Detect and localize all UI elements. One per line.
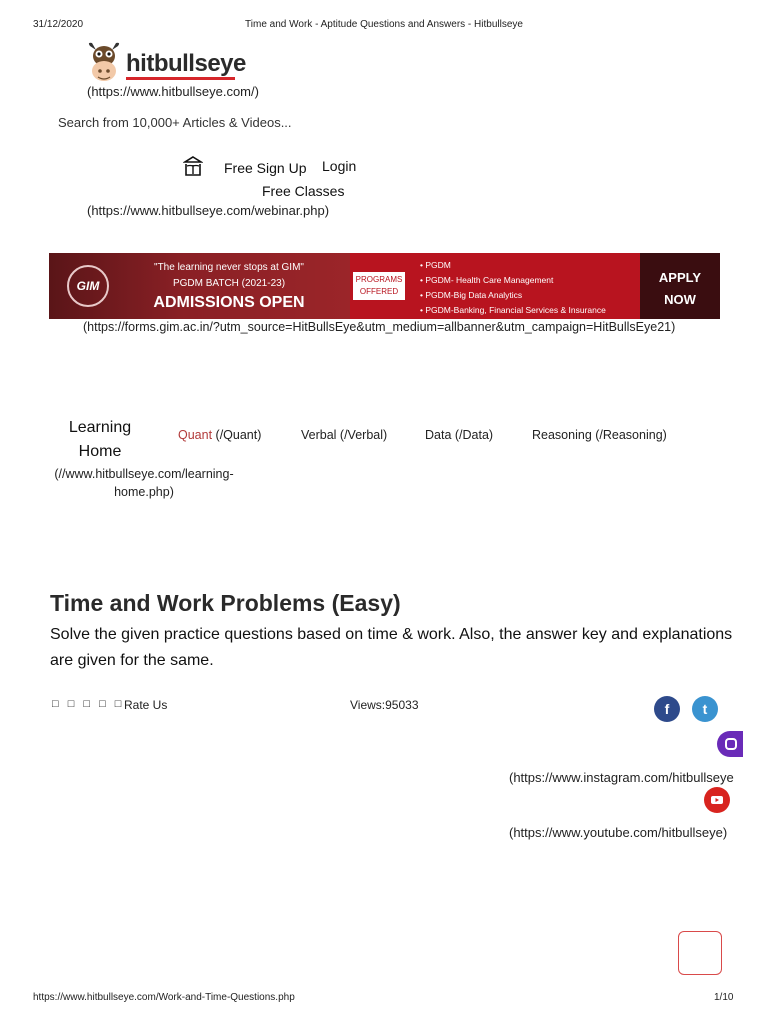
- banner-batch: PGDM BATCH (2021-23): [172, 278, 286, 289]
- bull-mascot-icon: [86, 40, 122, 84]
- apply-now-button[interactable]: [640, 253, 720, 319]
- free-classes-link[interactable]: Free Classes: [262, 183, 345, 199]
- programs-label: PROGRAMS: [355, 275, 403, 284]
- learning-home-url: [44, 465, 244, 501]
- page-title: Time and Work Problems (Easy): [50, 590, 401, 616]
- banner-quote: "The learning never stops at GIM": [154, 262, 304, 273]
- banner-headline: ADMISSIONS OPEN: [153, 294, 305, 311]
- learning-home-url-2: home.php): [114, 485, 174, 499]
- now-label: NOW: [664, 292, 696, 307]
- youtube-url: (https://www.youtube.com/hitbullseye): [509, 825, 728, 840]
- program-item: • PGDM-Banking, Financial Services & Insurance: [420, 303, 606, 318]
- youtube-icon[interactable]: [704, 787, 730, 813]
- learning-home-label-2: Home: [78, 443, 122, 460]
- rating-stars[interactable]: □ □ □ □ □: [52, 698, 125, 710]
- quant-label: Quant: [178, 428, 213, 442]
- apply-label: APPLY: [658, 270, 702, 285]
- banner-left-panel: [49, 253, 350, 319]
- menu-verbal[interactable]: Verbal (/Verbal): [301, 428, 388, 442]
- scroll-top-button[interactable]: [678, 931, 722, 975]
- menu-data[interactable]: Data (/Data): [425, 428, 494, 442]
- print-date: 31/12/2020: [33, 19, 84, 30]
- print-page-number: 1/10: [714, 992, 734, 1003]
- logo-underline: [126, 77, 235, 80]
- programs-offered-badge: [353, 272, 405, 300]
- login-link[interactable]: Login: [322, 158, 357, 174]
- quant-url: (/Quant): [212, 428, 262, 442]
- page-intro: Solve the given practice questions based on time & work. Also, the answer key and explanations are given for the same.: [50, 626, 733, 669]
- program-item: • PGDM: [420, 258, 606, 273]
- program-item: • PGDM- Health Care Management: [420, 273, 606, 288]
- logo[interactable]: [86, 40, 246, 84]
- free-signup-link[interactable]: Free Sign Up: [224, 160, 307, 176]
- play-icon: [704, 787, 730, 813]
- offered-label: OFFERED: [359, 287, 399, 296]
- twitter-icon[interactable]: t: [692, 696, 718, 722]
- logo-wordmark: hitbullseye: [126, 50, 246, 77]
- banner-programs-panel: [350, 253, 640, 319]
- menu-quant[interactable]: [178, 428, 261, 442]
- gim-seal-icon: GIM: [67, 265, 109, 307]
- print-page-title: Time and Work - Aptitude Questions and Answers - Hitbullseye: [245, 19, 523, 30]
- program-item: • PGDM-Big Data Analytics: [420, 288, 606, 303]
- admission-banner[interactable]: [49, 253, 720, 319]
- print-footer-url: https://www.hitbullseye.com/Work-and-Time-Questions.php: [33, 992, 295, 1003]
- program-list: [420, 258, 606, 318]
- learning-home-url-1: (//www.hitbullseye.com/learning-: [54, 467, 234, 481]
- learning-home-label-1: Learning: [68, 419, 132, 436]
- banner-url: (https://forms.gim.ac.in/?utm_source=HitBullsEye&utm_medium=allbanner&utm_campaign=HitBullsEye21): [83, 320, 676, 334]
- book-icon: [183, 155, 203, 177]
- facebook-icon[interactable]: f: [654, 696, 680, 722]
- logo-url: (https://www.hitbullseye.com/): [87, 84, 259, 99]
- menu-learning-home[interactable]: [50, 416, 150, 464]
- search-input[interactable]: Search from 10,000+ Articles & Videos...: [58, 115, 292, 130]
- instagram-url: (https://www.instagram.com/hitbullseye: [509, 770, 734, 785]
- views-count: Views:95033: [350, 698, 419, 712]
- menu-reasoning[interactable]: Reasoning (/Reasoning): [532, 428, 667, 442]
- rate-us-label[interactable]: Rate Us: [124, 698, 168, 712]
- free-classes-url: (https://www.hitbullseye.com/webinar.php): [87, 203, 330, 218]
- instagram-icon[interactable]: [717, 731, 743, 757]
